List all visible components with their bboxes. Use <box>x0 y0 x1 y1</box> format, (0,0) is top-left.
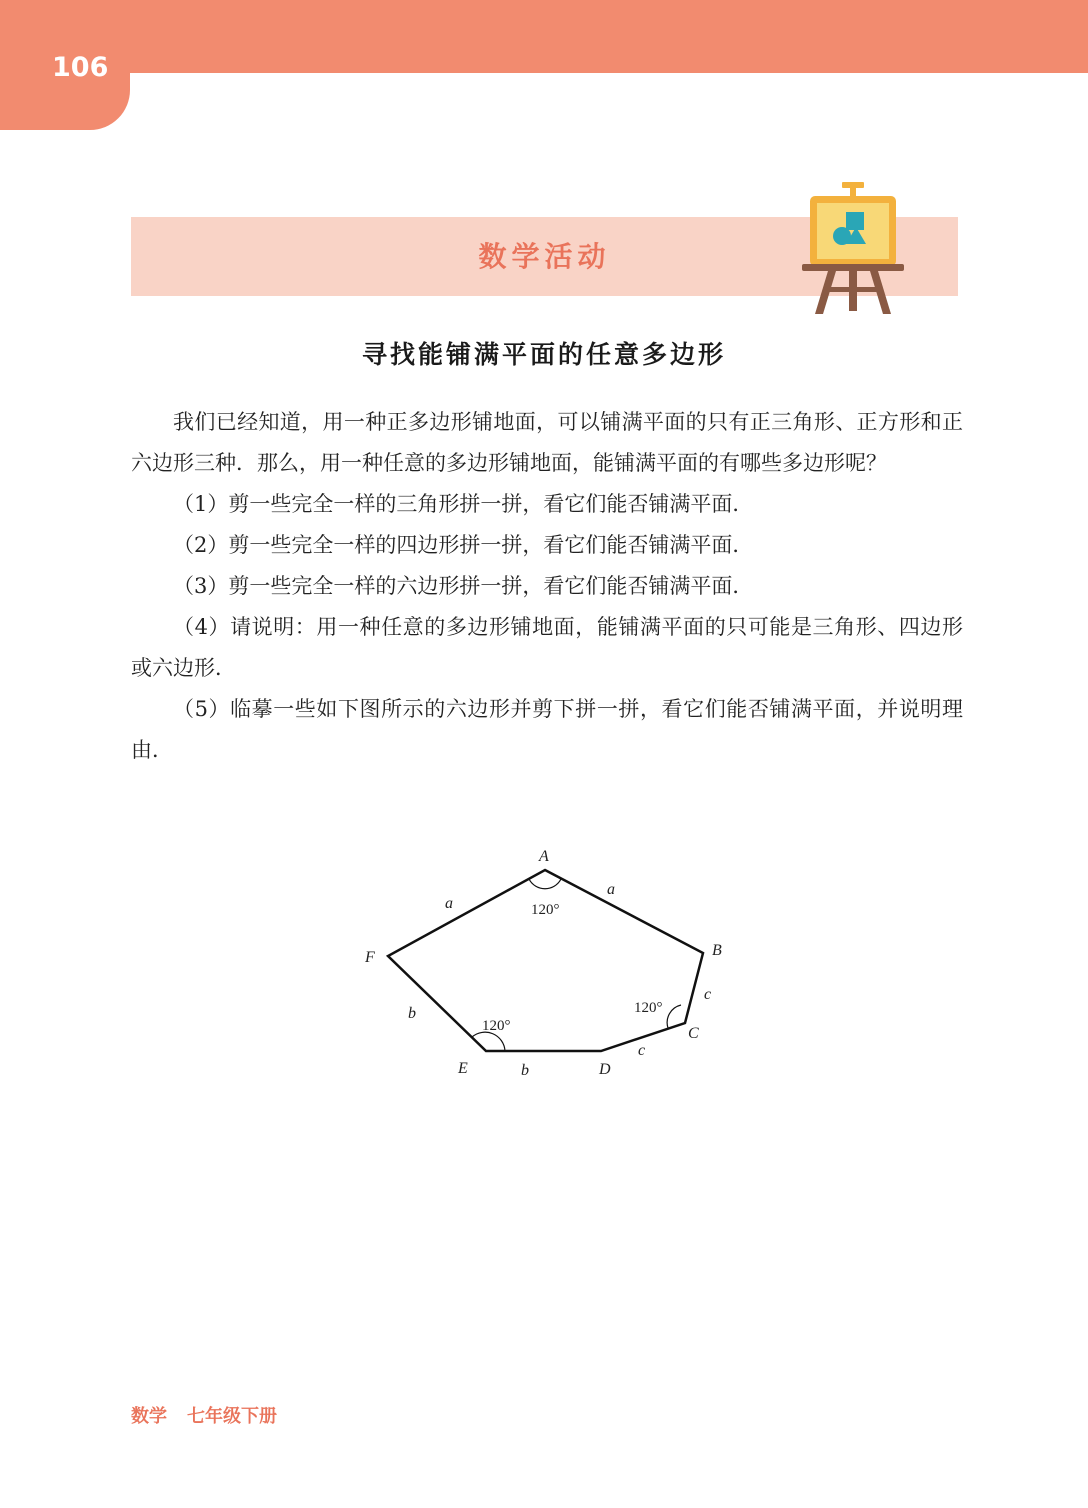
side-label-bc: c <box>704 986 712 1003</box>
side-label-ef: b <box>408 1005 416 1022</box>
vertex-label-e: E <box>458 1060 468 1077</box>
page-number: 106 <box>52 52 109 83</box>
section-title: 寻找能铺满平面的任意多边形 <box>361 340 726 369</box>
vertex-label-a: A <box>539 848 549 865</box>
question-item: （1）剪一些完全一样的三角形拼一拼，看它们能否铺满平面． <box>173 492 754 516</box>
angle-arc-a <box>529 879 561 889</box>
side-label-ab: a <box>607 881 615 898</box>
banner-title: 数学活动 <box>478 240 611 273</box>
footer-grade: 七年级下册 <box>187 1406 277 1427</box>
angle-label-e: 120° <box>482 1018 511 1034</box>
intro-paragraph: 我们已经知道，用一种正多边形铺地面，可以铺满平面的只有正三角形、正方形和正六边形三种．那么，用一种任意的多边形铺地面，能铺满平面的有哪些多边形呢？ <box>131 410 963 475</box>
body-text <box>131 402 963 771</box>
angle-label-a: 120° <box>531 902 560 918</box>
question-item: （4）请说明：用一种任意的多边形铺地面，能铺满平面的只可能是三角形、四边形或六边形． <box>131 615 963 680</box>
vertex-label-f: F <box>365 949 375 966</box>
side-label-cd: c <box>638 1042 646 1059</box>
hexagon-figure <box>355 840 735 1085</box>
question-item: （2）剪一些完全一样的四边形拼一拼，看它们能否铺满平面． <box>173 533 754 557</box>
question-item: （3）剪一些完全一样的六边形拼一拼，看它们能否铺满平面． <box>173 574 754 598</box>
side-label-de: b <box>521 1062 529 1079</box>
angle-label-c: 120° <box>634 1000 663 1016</box>
vertex-label-c: C <box>688 1025 699 1042</box>
vertex-label-b: B <box>712 942 722 959</box>
page-number-tab <box>0 0 130 130</box>
header-bar <box>0 0 1088 73</box>
vertex-label-d: D <box>599 1061 611 1078</box>
footer <box>131 1402 277 1428</box>
footer-subject: 数学 <box>131 1406 167 1427</box>
easel-icon <box>798 180 908 320</box>
question-item: （5）临摹一些如下图所示的六边形并剪下拼一拼，看它们能否铺满平面，并说明理由． <box>131 697 963 762</box>
hexagon-outline <box>388 870 703 1051</box>
side-label-fa: a <box>445 895 453 912</box>
